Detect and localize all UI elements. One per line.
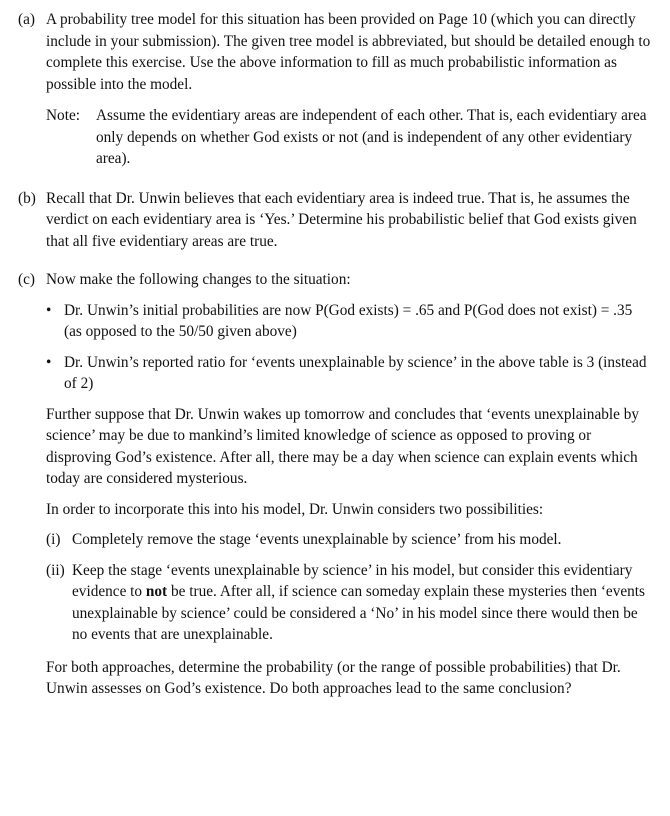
- list-item: [46, 352, 652, 395]
- list-item: [46, 300, 652, 343]
- further-suppose-paragraph: Further suppose that Dr. Unwin wakes up tomorrow and concludes that ‘events unexplainable by science’ may be due to mankind’s limited knowledge of science as opposed to proving or disproving God’s existence. After all, there may be a day when science can explain events which today are considered mysterious.: [46, 405, 640, 487]
- part-c-intro: Now make the following changes to the situation:: [46, 271, 351, 288]
- part-b: [18, 188, 652, 253]
- bullet-icon: •: [46, 301, 52, 319]
- part-a: [18, 9, 652, 170]
- part-c-label: (c): [18, 271, 35, 288]
- part-a-label: (a): [18, 11, 35, 28]
- conclusion-paragraph: For both approaches, determine the probability (or the range of possible probabilities) that Dr. Unwin assesses on God’s existence. Do both approaches lead to the same conclusion?: [46, 658, 621, 697]
- part-b-text: Recall that Dr. Unwin believes that each evidentiary area is indeed true. That is, he assumes the verdict on each evidentiary area is ‘Yes.’ Determine his probabilistic belief that God exists given that all five evidentiary areas are true.: [46, 189, 637, 250]
- changes-list: [46, 300, 652, 395]
- part-b-label: (b): [18, 189, 36, 207]
- part-a-text: A probability tree model for this situation has been provided on Page 10 (which you can directly include in your submission). The given tree model is abbreviated, but should be detailed enough to complete this exercise. Use the above information to fill as much probabilistic information as possible into the model.: [46, 11, 651, 93]
- note-label: Note:: [46, 107, 80, 124]
- option-ii: [46, 560, 652, 646]
- part-c: [18, 269, 652, 700]
- option-i: [46, 529, 652, 551]
- bullet-icon: •: [46, 353, 52, 371]
- option-i-text: Completely remove the stage ‘events unexplainable by science’ from his model.: [72, 531, 562, 548]
- option-ii-text: [72, 560, 652, 646]
- option-i-label: (i): [46, 531, 61, 548]
- option-ii-label: (ii): [46, 561, 65, 579]
- note-text: Assume the evidentiary areas are independent of each other. That is, each evidentiary area only depends on whether God exists or not (and is independent of any other evidentiary area).: [96, 107, 647, 167]
- bullet-text: Dr. Unwin’s initial probabilities are now P(God exists) = .65 and P(God does not exist) = .35 (as opposed to the 50/50 given above): [64, 301, 633, 340]
- option-ii-text-start: Keep the stage ‘events unexplainable by science’ in his model, but consider this evidentiary evidence to: [72, 561, 633, 600]
- option-ii-emphasis: not: [145, 583, 168, 600]
- possibilities-intro: In order to incorporate this into his model, Dr. Unwin considers two possibilities:: [46, 500, 544, 518]
- option-ii-text-end: be true. After all, if science can someday explain these mysteries then ‘events unexplainable by science’ could be considered a ‘No’ in his model since there would then be no events that are unexplainable.: [72, 583, 646, 643]
- bullet-text: Dr. Unwin’s reported ratio for ‘events unexplainable by science’ in the above table is 3 (instead of 2): [64, 353, 647, 392]
- part-a-note: [46, 105, 652, 170]
